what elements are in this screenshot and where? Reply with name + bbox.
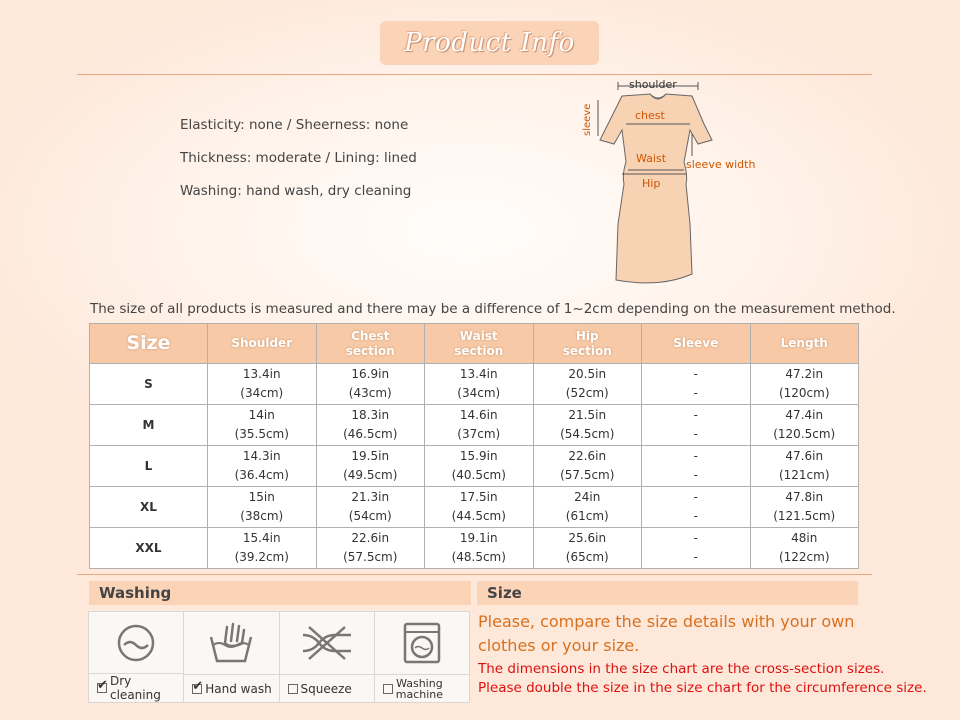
diagram-label-sleeve: sleeve	[582, 103, 593, 136]
size-table-header-3: Waist section	[425, 324, 534, 364]
squeeze-checkbox	[288, 684, 298, 694]
diagram-label-waist: Waist	[636, 152, 667, 165]
measurement-cell: 15.9in (40.5cm)	[425, 446, 534, 487]
measurement-cell: 21.5in (54.5cm)	[533, 405, 642, 446]
measurement-cell: 19.1in (48.5cm)	[425, 528, 534, 569]
detail-washing: Washing: hand wash, dry cleaning	[180, 183, 412, 199]
wash-option-dry-cleaning	[88, 611, 184, 703]
size-heading: Size	[477, 581, 858, 605]
bottom-divider	[77, 574, 872, 575]
measurement-cell: 17.5in (44.5cm)	[425, 487, 534, 528]
washing-heading: Washing	[89, 581, 471, 605]
squeeze-label: Squeeze	[300, 681, 352, 696]
measurement-cell: 47.2in (120cm)	[750, 364, 859, 405]
dry-cleaning-checkbox	[97, 683, 107, 693]
diagram-label-shoulder: shoulder	[629, 78, 677, 91]
size-compare-line-2: clothes or your size.	[478, 636, 640, 655]
table-row	[90, 364, 859, 405]
size-note-circumference: Please double the size in the size chart for the circumference size.	[478, 680, 927, 696]
table-row	[90, 487, 859, 528]
wash-option-squeeze	[280, 611, 375, 703]
product-info-title: Product Info	[380, 21, 599, 65]
size-table-header-0: Size	[90, 324, 208, 364]
hand-wash-checkbox	[192, 684, 202, 694]
wash-option-washing-machine	[375, 611, 470, 703]
dress-measurement-diagram	[570, 74, 790, 294]
hand-wash-label: Hand wash	[205, 681, 272, 696]
detail-thickness: Thickness: moderate / Lining: lined	[180, 150, 417, 166]
measurement-note: The size of all products is measured and there may be a difference of 1~2cm depending on the measurement method.	[90, 301, 896, 317]
measurement-cell: 14.3in (36.4cm)	[208, 446, 317, 487]
measurement-cell: 22.6in (57.5cm)	[533, 446, 642, 487]
size-note-cross-section: The dimensions in the size chart are the cross-section sizes.	[478, 661, 885, 677]
measurement-cell: - -	[642, 364, 751, 405]
size-table-header-6: Length	[750, 324, 859, 364]
measurement-cell: - -	[642, 487, 751, 528]
measurement-cell: 18.3in (46.5cm)	[316, 405, 425, 446]
size-chart-table	[89, 323, 859, 569]
diagram-label-hip: Hip	[642, 177, 661, 190]
size-table-header-2: Chest section	[316, 324, 425, 364]
size-label-cell: L	[90, 446, 208, 487]
measurement-cell: 13.4in (34cm)	[208, 364, 317, 405]
washing-machine-label: Washing machine	[395, 676, 444, 701]
measurement-cell: - -	[642, 446, 751, 487]
size-table-header-5: Sleeve	[642, 324, 751, 364]
dry-cleaning-label: Dry cleaning	[110, 674, 161, 702]
measurement-cell: 14in (35.5cm)	[208, 405, 317, 446]
detail-elasticity: Elasticity: none / Sheerness: none	[180, 117, 409, 133]
measurement-cell: - -	[642, 528, 751, 569]
measurement-cell: 21.3in (54cm)	[316, 487, 425, 528]
size-table-header-1: Shoulder	[208, 324, 317, 364]
measurement-cell: 22.6in (57.5cm)	[316, 528, 425, 569]
size-label-cell: XXL	[90, 528, 208, 569]
measurement-cell: 47.8in (121.5cm)	[750, 487, 859, 528]
size-compare-line-1: Please, compare the size details with your own	[478, 612, 855, 631]
measurement-cell: 20.5in (52cm)	[533, 364, 642, 405]
measurement-cell: 14.6in (37cm)	[425, 405, 534, 446]
measurement-cell: 13.4in (34cm)	[425, 364, 534, 405]
measurement-cell: 25.6in (65cm)	[533, 528, 642, 569]
measurement-cell: - -	[642, 405, 751, 446]
no-wring-icon	[299, 623, 355, 663]
table-row	[90, 528, 859, 569]
size-label-cell: S	[90, 364, 208, 405]
washing-machine-checkbox	[383, 684, 393, 694]
diagram-label-chest: chest	[635, 109, 665, 122]
size-label-cell: XL	[90, 487, 208, 528]
dry-cleaning-icon	[114, 621, 158, 665]
measurement-cell: 48in (122cm)	[750, 528, 859, 569]
measurement-cell: 24in (61cm)	[533, 487, 642, 528]
measurement-cell: 47.4in (120.5cm)	[750, 405, 859, 446]
wash-option-hand-wash	[184, 611, 279, 703]
table-row	[90, 405, 859, 446]
washing-machine-icon	[402, 621, 442, 665]
measurement-cell: 47.6in (121cm)	[750, 446, 859, 487]
washing-instructions-grid	[88, 611, 470, 703]
size-table-header-4: Hip section	[533, 324, 642, 364]
size-table-header-row	[90, 324, 859, 364]
diagram-label-sleeve-width: sleeve width	[686, 158, 756, 171]
table-row	[90, 446, 859, 487]
size-label-cell: M	[90, 405, 208, 446]
measurement-cell: 16.9in (43cm)	[316, 364, 425, 405]
measurement-cell: 19.5in (49.5cm)	[316, 446, 425, 487]
measurement-cell: 15in (38cm)	[208, 487, 317, 528]
hand-wash-icon	[207, 621, 255, 665]
measurement-cell: 15.4in (39.2cm)	[208, 528, 317, 569]
